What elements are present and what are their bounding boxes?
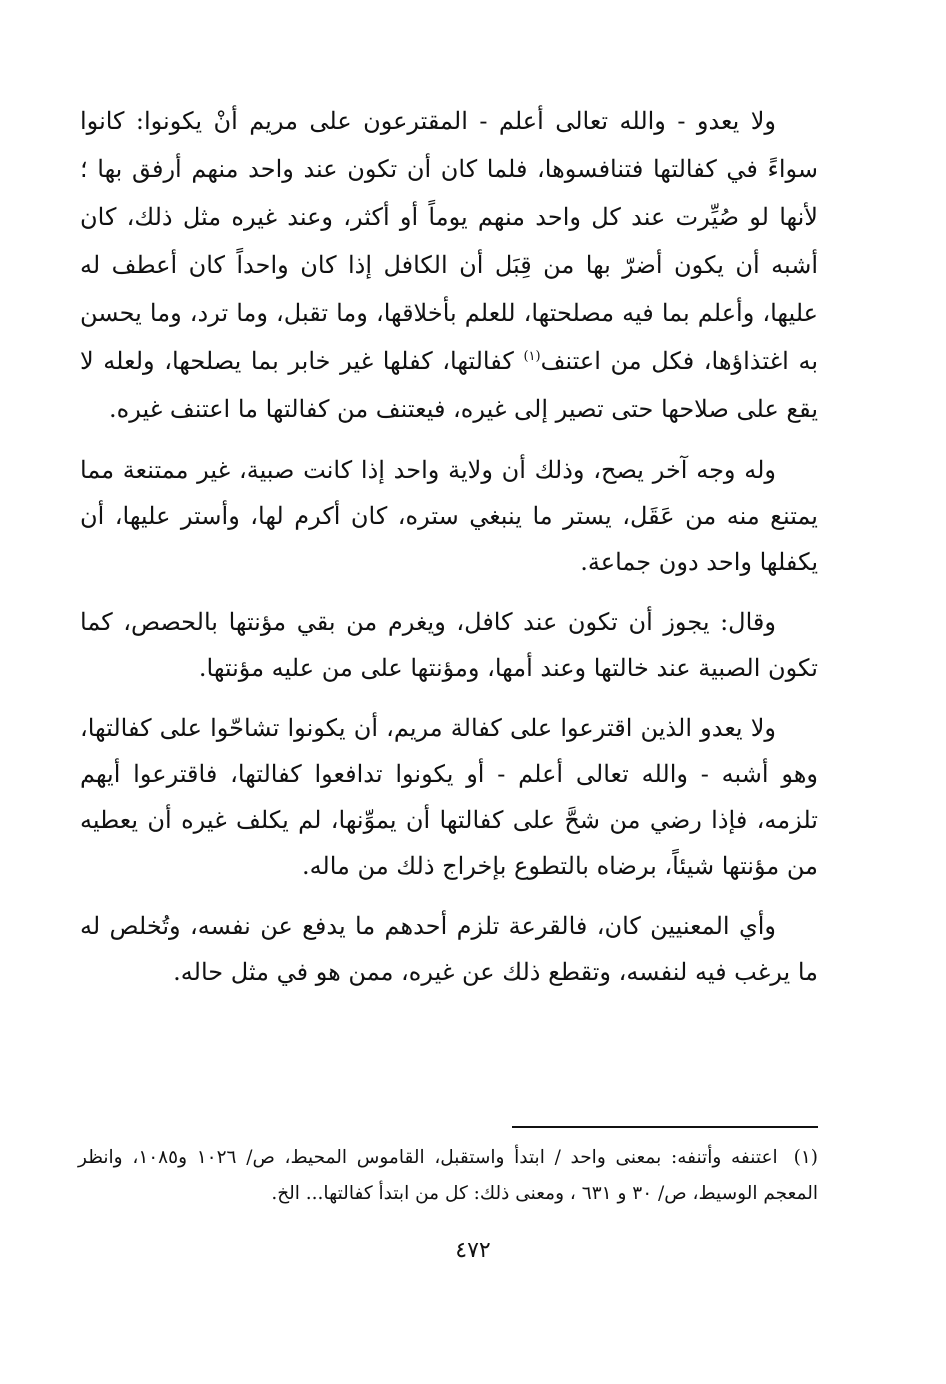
footnote-separator	[512, 1126, 818, 1128]
paragraph-2: وله وجه آخر يصح، وذلك أن ولاية واحد إذا كانت صبية، غير ممتنعة مما يمتنع منه من عَقَل، يستر ما ينبغي ستره، كان أكرم لها، وأستر عليها، أن يكفلها واحد دون جماعة.	[80, 456, 818, 576]
paragraph-4: ولا يعدو الذين اقترعوا على كفالة مريم، أن يكونوا تشاحّوا على كفالتها، وهو أشبه - والله تعالى أعلم - أو يكونوا تدافعوا كفالتها، فاقترعوا أيهم تلزمه، فإذا رضي من شحَّ على كفالتها أن يموِّنها، لم يكلف غيره أن يعطيه من مؤنتها شيئاً، برضاه بالتطوع بإخراج ذلك من ماله.	[80, 714, 818, 880]
footnote-text: اعتنفه وأتنفه: بمعنى واحد / ابتدأ واستقبل، القاموس المحيط، ص/ ١٠٢٦ و١٠٨٥، وانظر المعجم الوسيط، ص/ ٣٠ و ٦٣١ ، ومعنى ذلك: كل من ابتدأ كفالتها... الخ.	[78, 1147, 818, 1204]
page-number: ٤٧٢	[455, 1238, 491, 1263]
paragraph-1-text-b: كفالتها، كفلها غير خابر بما يصلحها، ولعله لا يقع على صلاحها حتى تصير إلى غيره، فيعتنف من كفالتها ما اعتنف غيره.	[80, 347, 818, 423]
footnote-marker: (١)	[793, 1147, 818, 1168]
paragraph-1-text-a: ولا يعدو - والله تعالى أعلم - المقترعون على مريم أنْ يكونوا: كانوا سواءً في كفالتها فتنافسوها، فلما كان أن تكون عند واحد منهم أرفق بها ؛ لأنها لو صُيِّرت عند كل واحد منهم يوماً أو أكثر، وعند غيره مثل ذلك، كان أشبه أن يكون أضرّ بها من قِبَل أن الكافل إذا كان واحداً كان أعطف له عليها، وأعلم بما فيه مصلحتها، للعلم بأخلاقها، وما تقبل، وما ترد، وما يحسن به اغتذاؤها، فكل من اعتنف	[80, 107, 818, 375]
footnotes	[78, 1140, 818, 1212]
paragraph-3: وقال: يجوز أن تكون عند كافل، ويغرم من بقي مؤنتها بالحصص، كما تكون الصبية عند خالتها وعند أمها، ومؤنتها على من عليه مؤنتها.	[80, 608, 818, 682]
footnote-reference: (١)	[523, 349, 541, 364]
paragraph-5: وأي المعنيين كان، فالقرعة تلزم أحدهم ما يدفع عن نفسه، وتُخلص له ما يرغب فيه لنفسه، وتقطع ذلك عن غيره، ممن هو في مثل حاله.	[80, 912, 818, 986]
main-text	[80, 97, 818, 1009]
paragraph-1	[80, 97, 818, 433]
